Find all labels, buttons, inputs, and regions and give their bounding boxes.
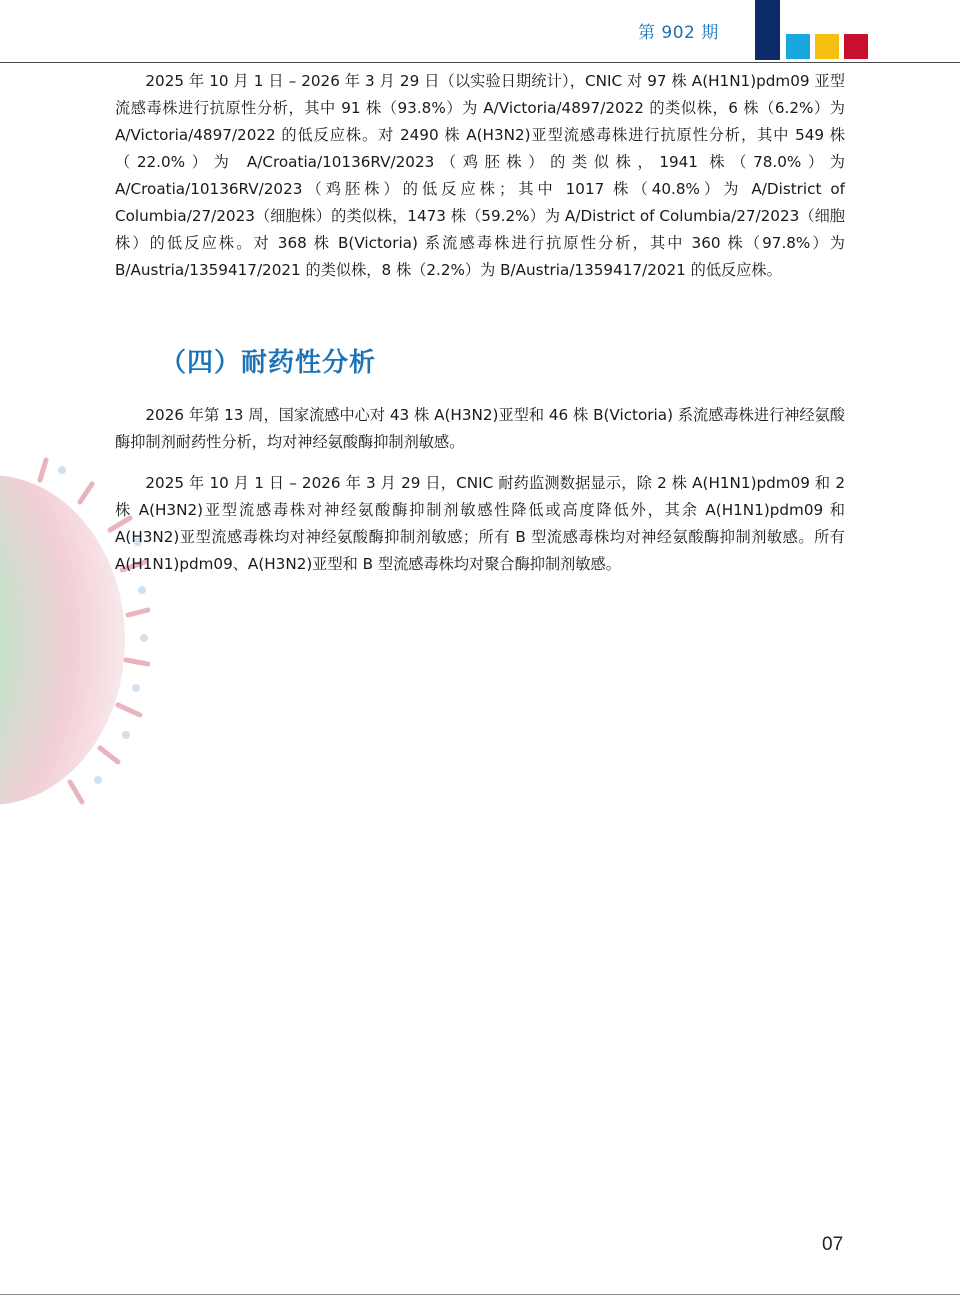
paragraph-week-13-resistance: 2026 年第 13 周，国家流感中心对 43 株 A(H3N2)亚型和 46 株 B(Victoria) 系流感毒株进行神经氨酸酶抑制剂耐药性分析，均对神经氨酸酶抑制剂敏感。 — [115, 406, 845, 451]
section-title-drug-resistance: （四）耐药性分析 — [160, 348, 377, 378]
paragraph-antigenic-analysis: 2025 年 10 月 1 日 – 2026 年 3 月 29 日（以实验日期统计），CNIC 对 97 株 A(H1N1)pdm09 亚型流感毒株进行抗原性分析，其中 91 株（93.8%）为 A/Victoria/4897/2022 的类似株，6 株（6.2%）为 A/Victoria/4897/2022 的低反应株。对 2490 株 A(H3N2)亚型流感毒株进行抗原性分析，其中 549 株（22.0%）为 A/Croatia/10136RV/2023（鸡胚株）的类似株，1941 株（78.0%）为 A/Croatia/10136RV/2023（鸡胚株）的低反应株；其中 1017 株（40.8%）为 A/District of Columbia/27/2023（细胞株）的类似株，1473 株（59.2%）为 A/District of Columbia/27/2023（细胞株）的低反应株。对 368 株 B(Victoria) 系流感毒株进行抗原性分析，其中 360 株（97.8%）为 B/Austria/1359417/2021 的类似株，8 株（2.2%）为 B/Austria/1359417/2021 的低反应株。 — [115, 72, 845, 279]
header-yellow-square — [815, 34, 839, 59]
issue-number: 第 902 期 — [638, 23, 719, 43]
paragraph-season-resistance: 2025 年 10 月 1 日 – 2026 年 3 月 29 日，CNIC 耐药监测数据显示，除 2 株 A(H1N1)pdm09 和 2 株 A(H3N2)亚型流感毒株对神经氨酸酶抑制剂敏感性降低或高度降低外，其余 A(H1N1)pdm09 和 A(H3N2)亚型流感毒株均对神经氨酸酶抑制剂敏感；所有 B 型流感毒株均对神经氨酸酶抑制剂敏感。所有 A(H1N1)pdm09、A(H3N2)亚型和 B 型流感毒株均对聚合酶抑制剂敏感。 — [115, 474, 845, 573]
footer-rule — [0, 1294, 960, 1295]
header-rule — [0, 62, 960, 63]
header-red-square — [844, 34, 868, 59]
page-number: 07 — [822, 1234, 844, 1255]
header-navy-bar — [755, 0, 780, 60]
header-blue-square — [786, 34, 810, 59]
